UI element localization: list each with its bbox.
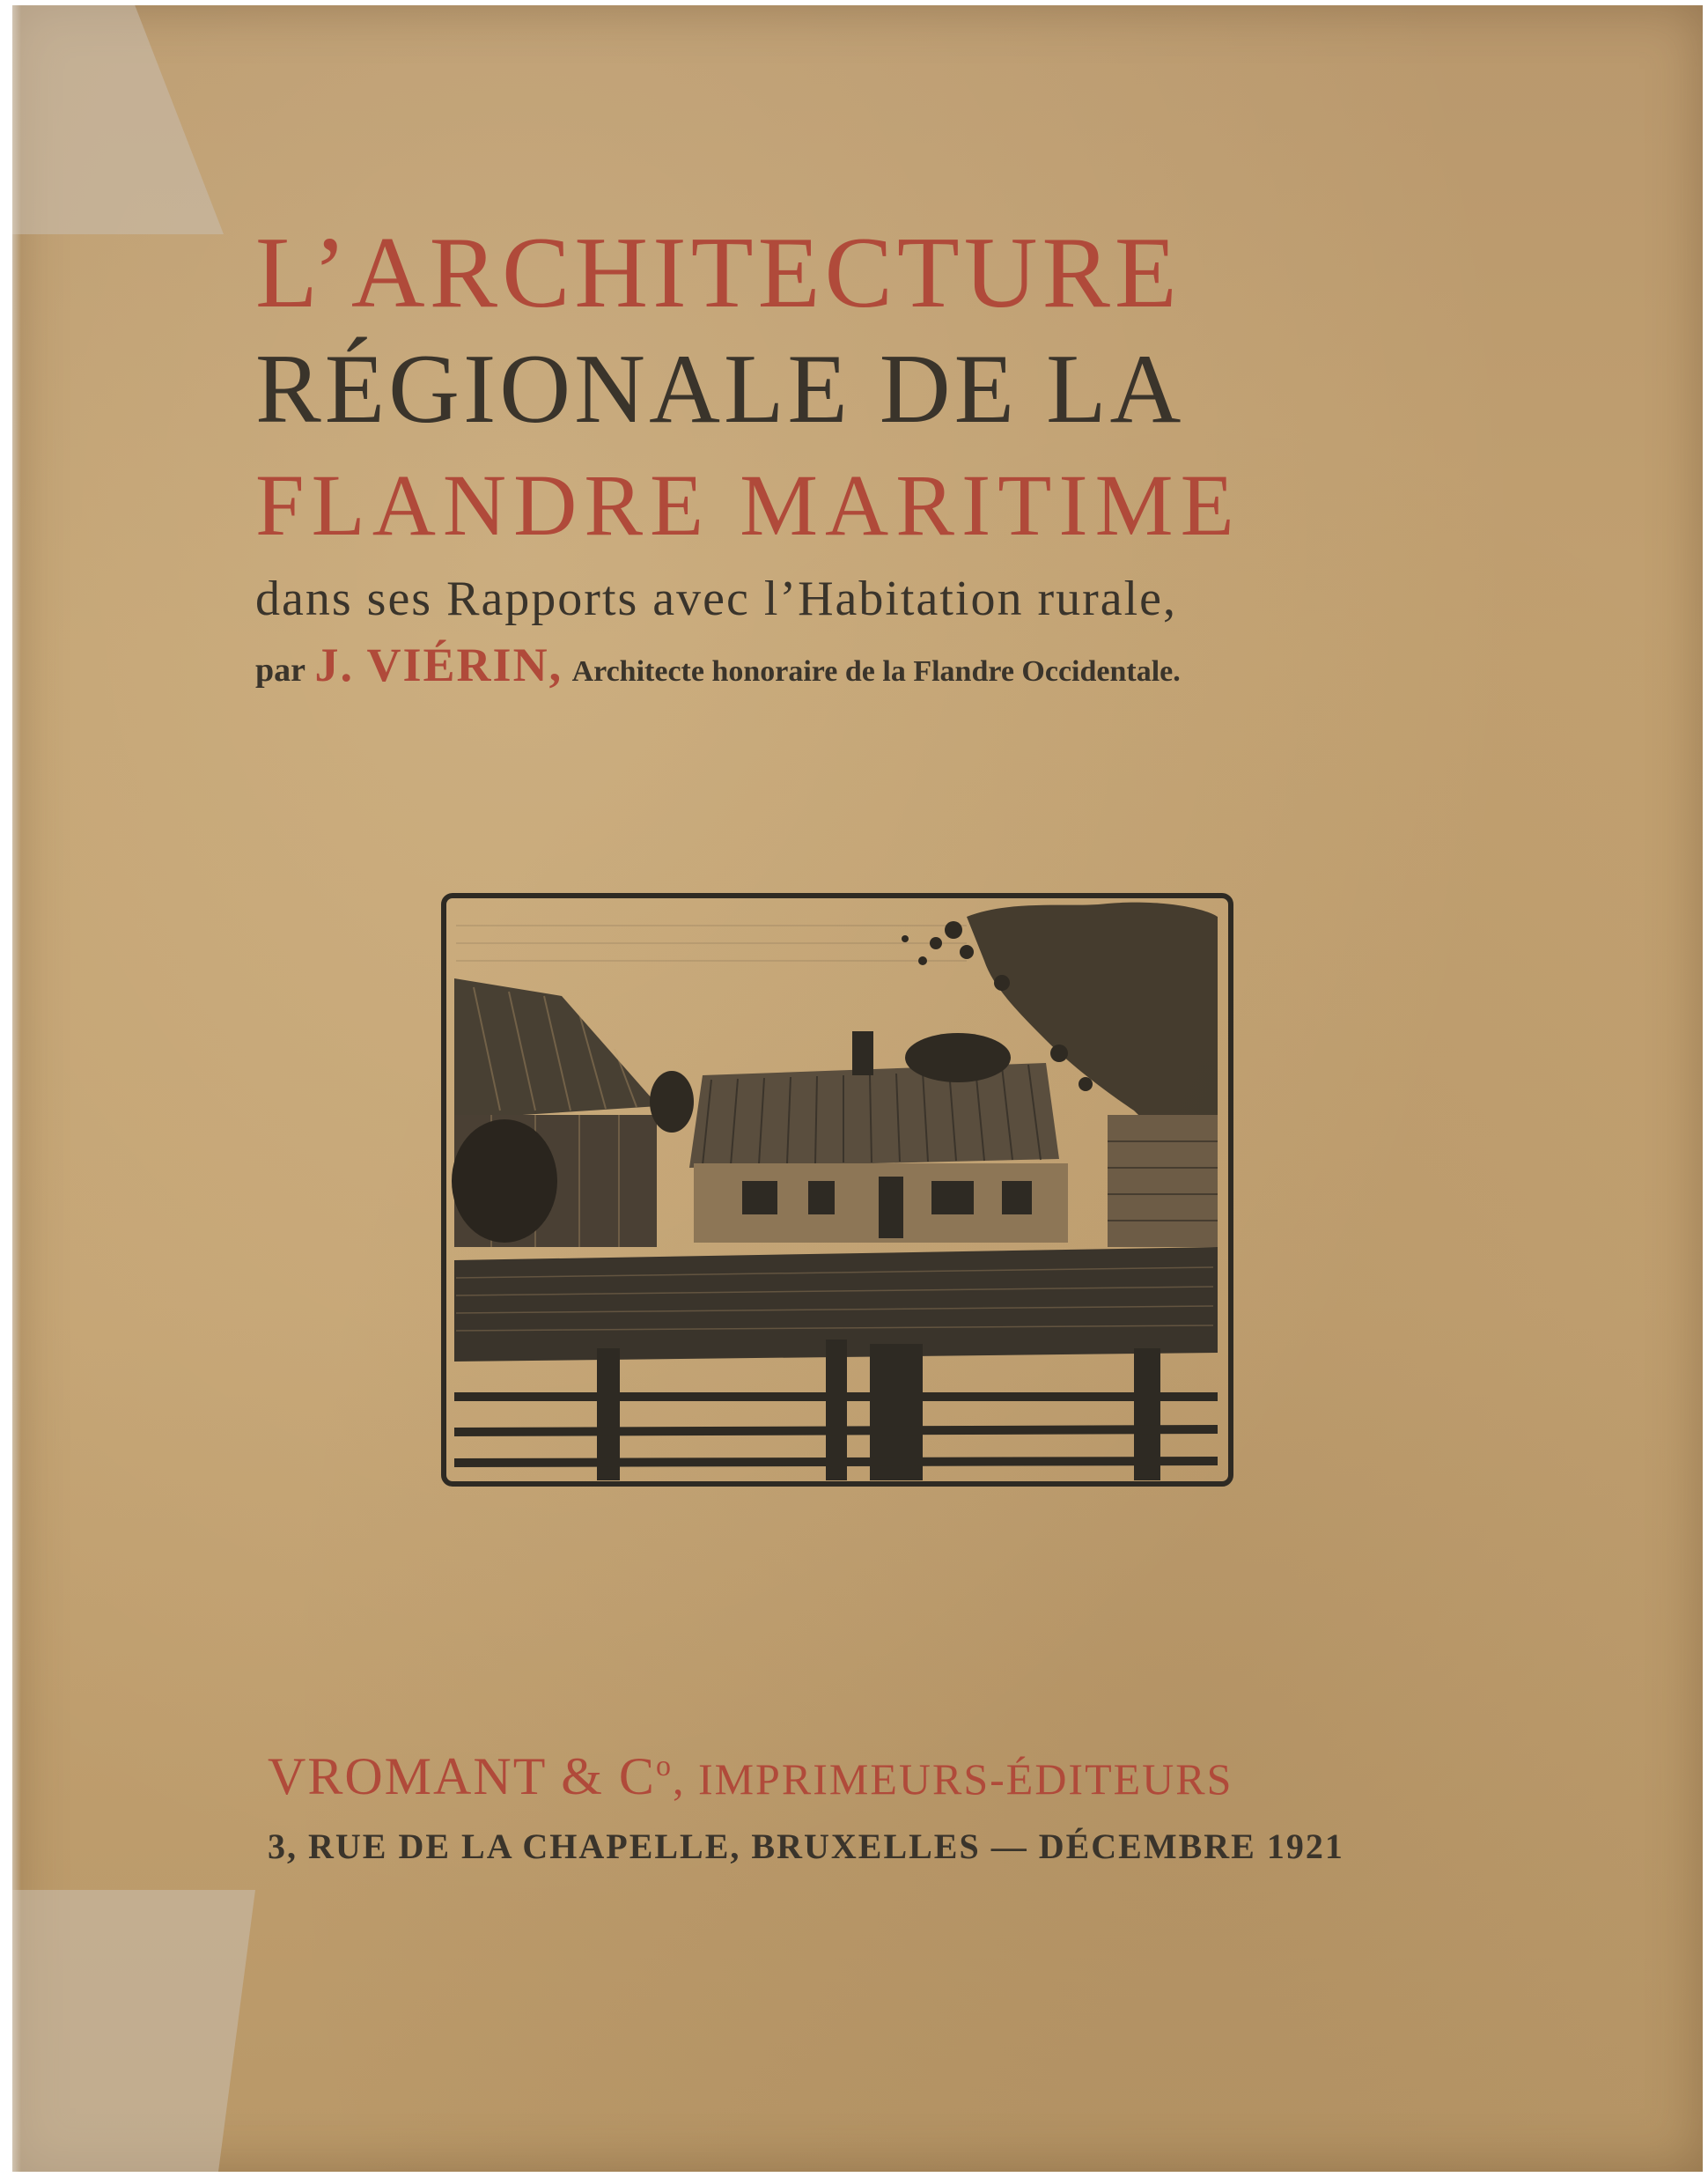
title-block	[255, 215, 1417, 703]
publisher-block	[268, 1730, 1439, 1878]
author-name: J. VIÉRIN,	[314, 638, 563, 691]
title-line-1: L’ARCHITECTURE	[255, 217, 1182, 329]
farmhouse-engraving	[438, 890, 1236, 1489]
tape-top-left	[12, 5, 224, 234]
subtitle: dans ses Rapports avec l’Habitation rurale,	[255, 572, 1178, 626]
title-line-2: RÉGIONALE DE LA	[255, 335, 1185, 444]
publisher-name: VROMANT & C	[268, 1747, 656, 1805]
publisher-line	[268, 1730, 1439, 1816]
author-line	[255, 634, 1417, 703]
tape-bottom-left	[12, 1890, 276, 2172]
title-line-3: FLANDRE MARITIME	[255, 456, 1241, 554]
publisher-address: 3, RUE DE LA CHAPELLE, BRUXELLES — DÉCEMBRE 1921	[268, 1826, 1344, 1866]
publisher-suffix: , IMPRIMEURS-ÉDITEURS	[672, 1754, 1233, 1804]
author-role: Architecte honoraire de la Flandre Occidentale.	[571, 655, 1181, 688]
book-cover	[12, 5, 1703, 2172]
publisher-superscript: o	[655, 1750, 673, 1782]
cover-edge	[12, 5, 21, 2172]
by-prefix: par	[255, 652, 306, 689]
